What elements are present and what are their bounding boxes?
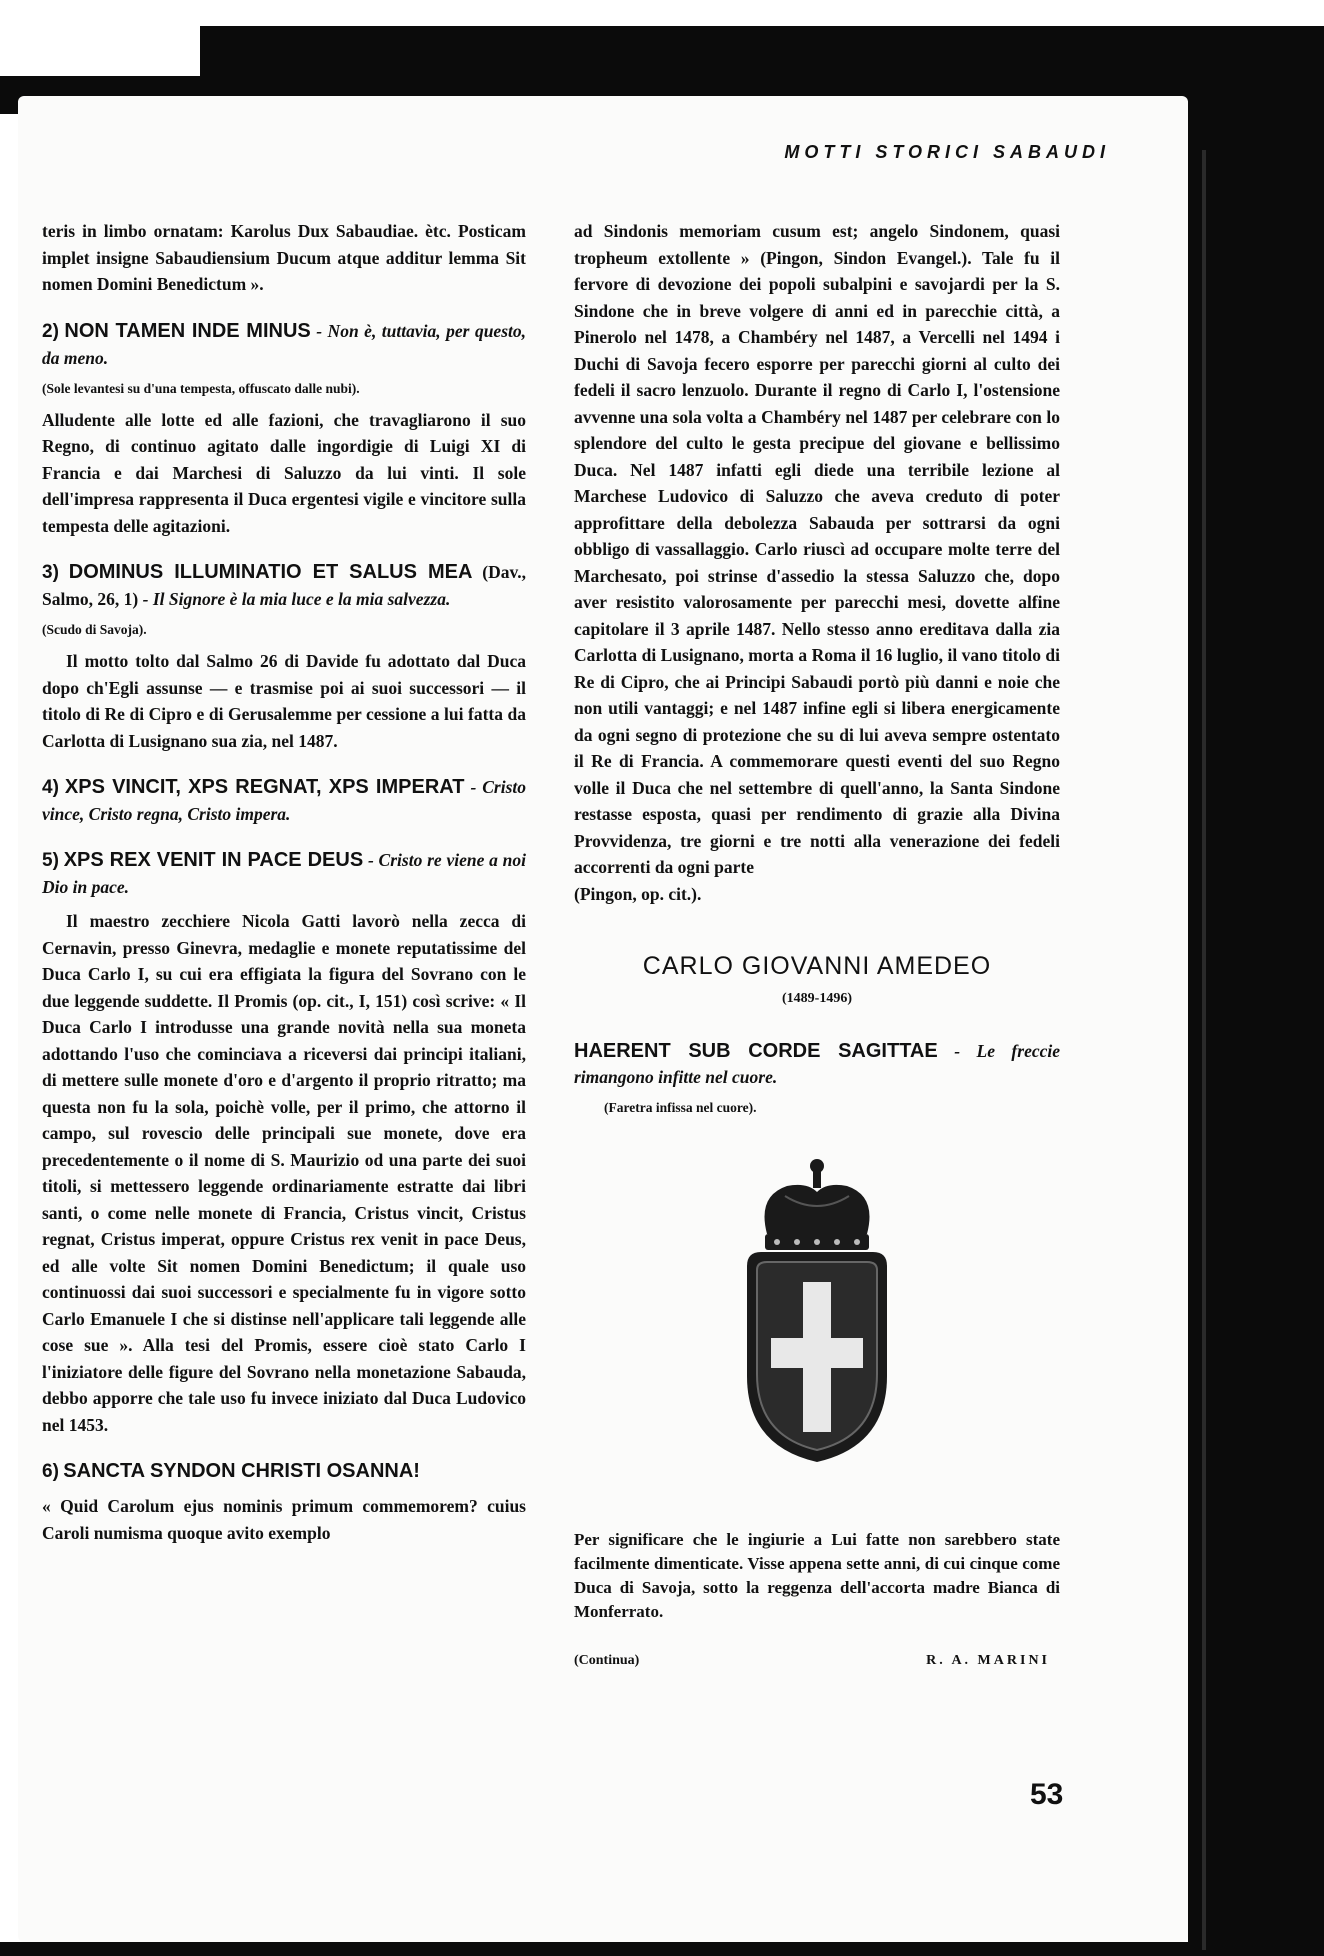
motto-number: 5) [42,850,59,871]
motto-commentary: Il maestro zecchiere Nicola Gatti lavorò nella zecca di Cernavin, presso Ginevra, medaglie e monete reputatissime del Duca Carlo I, su cui era effigiata la figura del Sovrano con le due leggende suddette. Il Promis (op. cit., I, 151) così scrive: « Il Duca Carlo I introdusse una grande novità nella sua moneta adottando l'uso che cominciava a riceversi dai principi italiani, di mettere sulle monete d'oro e d'argento il proprio ritratto; ma questa non fu la sola, poichè volle, per il primo, che attorno il campo, sul rovescio delle principali sue monete, dove era precedentemente o il nome di S. Maurizio od una parte dei suoi titoli, si mettessero leggende ordinariamente estratte dai libri santi, o come nelle monete di Francia, Cristus vincit, Cristus regnat, Cristus imperat, oppure Cristus rex venit in pace Deus, ed alle volte Sit nomen Domini Benedictum; il quale uso continuossi dai suoi successori e specialmente fu in vigore sotto Carlo Emanuele I che si distinse nell'applicare tali leggende alle cose sue ». Alla tesi del Promis, essere cioè stato Carlo I l'iniziatore delle figure del Sovrano nella monetazione Sabauda, debbo apporre che tale uso fu invece iniziato dal Duca Ludovico nel 1453. [42,911,526,1435]
motto-2 [42,318,526,371]
motto-number: 3) [42,562,59,583]
motto-3 [42,559,526,612]
motto-haerent [574,1038,1060,1090]
motto-4 [42,774,526,827]
left-column [42,218,526,1546]
continuation-paragraph: ad Sindonis memoriam cusum est; angelo Sindonem, quasi tropheum extollente » (Pingon, Sindon Evangel.). Tale fu il fervore di devozione dei popoli subalpini e savojardi per la S. Sindone che in breve volgere di anni ed in parecchie città, a Pinerolo nel 1478, a Chambéry nel 1487, a Vercelli nel 1494 i Duchi di Savoja fecero esporre per parecchi giorni al culto dei fedeli il sacro lenzuolo. Durante il regno di Carlo I, l'ostensione avvenne una sola volta a Chambéry nel 1487 per celebrare con lo splendore del culto le gesta precipue del giovane e bellissimo Duca. Nel 1487 infatti egli diede una terribile lezione al Marchese Ludovico di Saluzzo che aveva creduto di poter approfittare della debolezza Sabauda per sottrarsi da ogni obbligo di vassallaggio. Carlo riuscì ad occupare molte terre del Marchesato, poi strinse d'assedio la stessa Saluzzo che, dopo aver resistito valorosamente per parecchi mesi, dovette alfine capitolare il 3 aprile 1487. Nello stesso anno ereditava dalla zia Carlotta di Lusignano, morta a Roma il 16 luglio, il vano titolo di Re di Cipro, che ai Principi Sabaudi portò più danni e noie che non utili vantaggi; e nel 1487 infine egli si libera energicamente da ogni segno di protezione che su di lui aveva sempre ostentato il Re di Francia. A commemorare questi eventi del suo Regno volle il Duca che nel settembre di quell'anno, la Santa Sindone restasse esposta, quasi per rendimento di grazie alla Divina Provvidenza, tre giorni e tre notti alla venerazione dei fedeli accorrenti da ogni parte [574,221,1060,877]
section-dates: (1489-1496) [782,990,852,1006]
scan-margin-top [0,0,1324,26]
section-title: CARLO GIOVANNI AMEDEO [642,952,992,980]
scan-border-bottom [0,1942,1324,1956]
motto-title: SANCTA SYNDON CHRISTI OSANNA! [63,1460,420,1482]
scan-border-right [1188,26,1324,1956]
motto-5 [42,847,526,900]
motto-translation: - Le freccie rimangono infitte nel cuore. [574,1041,1061,1087]
motto-translation: - Cristo re viene a noi Dio in pace. [42,850,526,897]
motto-title: XPS VINCIT, XPS REGNAT, XPS IMPERAT [64,776,465,798]
savoy-crowned-shield-icon [727,1156,907,1466]
scan-fold-line [1202,150,1206,1950]
motto-source: (Dav., Salmo, 26, 1) [42,562,527,609]
motto-6 [42,1458,526,1485]
page-number: 53 [1030,1778,1064,1811]
scan-border-notch [0,26,200,76]
motto-title: HAERENT SUB CORDE SAGITTAE [574,1040,938,1062]
signature-row [574,1648,1060,1675]
author-signature: R. A. MARINI [926,1653,1050,1668]
motto-commentary: Alludente alle lotte ed alle fazioni, che travagliarono il suo Regno, di continuo agitato dalle ingordigie di Luigi XI di Francia e dai Marchesi di Saluzzo da lui vinti. Il sole dell'impresa rappresenta il Duca ergentesi vigile e vincitore sulla tempesta delle agitazioni. [42,409,526,536]
running-head: MOTTI STORICI SABAUDI [784,142,1110,162]
motto-translation: - Non è, tuttavia, per questo, da meno. [42,320,526,368]
motto-commentary: « Quid Carolum ejus nominis primum commemorem? cuius Caroli numisma quoque avito exemplo [42,1496,526,1543]
motto-note: (Scudo di Savoja). [42,622,147,637]
continua-note: (Continua) [574,1653,640,1668]
motto-note: (Faretra infissa nel cuore). [604,1100,757,1115]
motto-title: DOMINUS ILLUMINATIO ET SALUS MEA [68,561,473,583]
emblem-caption: Per significare che le ingiurie a Lui fatte non sarebbero state facilmente dimenticate. Visse appena sette anni, di cui cinque come Duca di Savoja, sotto la reggenza dell'accorta madre Bianca di Monferrato. [574,1530,1060,1621]
shield-icon [747,1252,887,1462]
right-column [574,218,1060,1675]
motto-title: NON TAMEN INDE MINUS [64,319,311,342]
motto-title: XPS REX VENIT IN PACE DEUS [63,849,364,871]
motto-note: (Sole levantesi su d'una tempesta, offuscato dalle nubi). [42,380,360,396]
motto-number: 4) [42,777,59,798]
crown-icon [765,1159,870,1250]
motto-translation: - Cristo vince, Cristo regna, Cristo impera. [42,777,527,824]
motto-commentary: Il motto tolto dal Salmo 26 di Davide fu adottato dal Duca dopo ch'Egli assunse — e trasmise poi ai suoi successori — il titolo di Re di Cipro e di Gerusalemme per cessione a lui fatta da Carlotta di Lusignano sua zia, nel 1487. [42,651,526,751]
motto-translation: - Il Signore è la mia luce e la mia salvezza. [142,589,451,609]
intro-paragraph: teris in limbo ornatam: Karolus Dux Sabaudiae. ètc. Posticam implet insigne Sabaudiensium Ducum atque additur lemma Sit nomen Domini Benedictum ». [42,221,526,294]
continuation-reference: (Pingon, op. cit.). [574,883,702,904]
motto-number: 2) [42,320,59,342]
motto-number: 6) [42,1461,59,1482]
